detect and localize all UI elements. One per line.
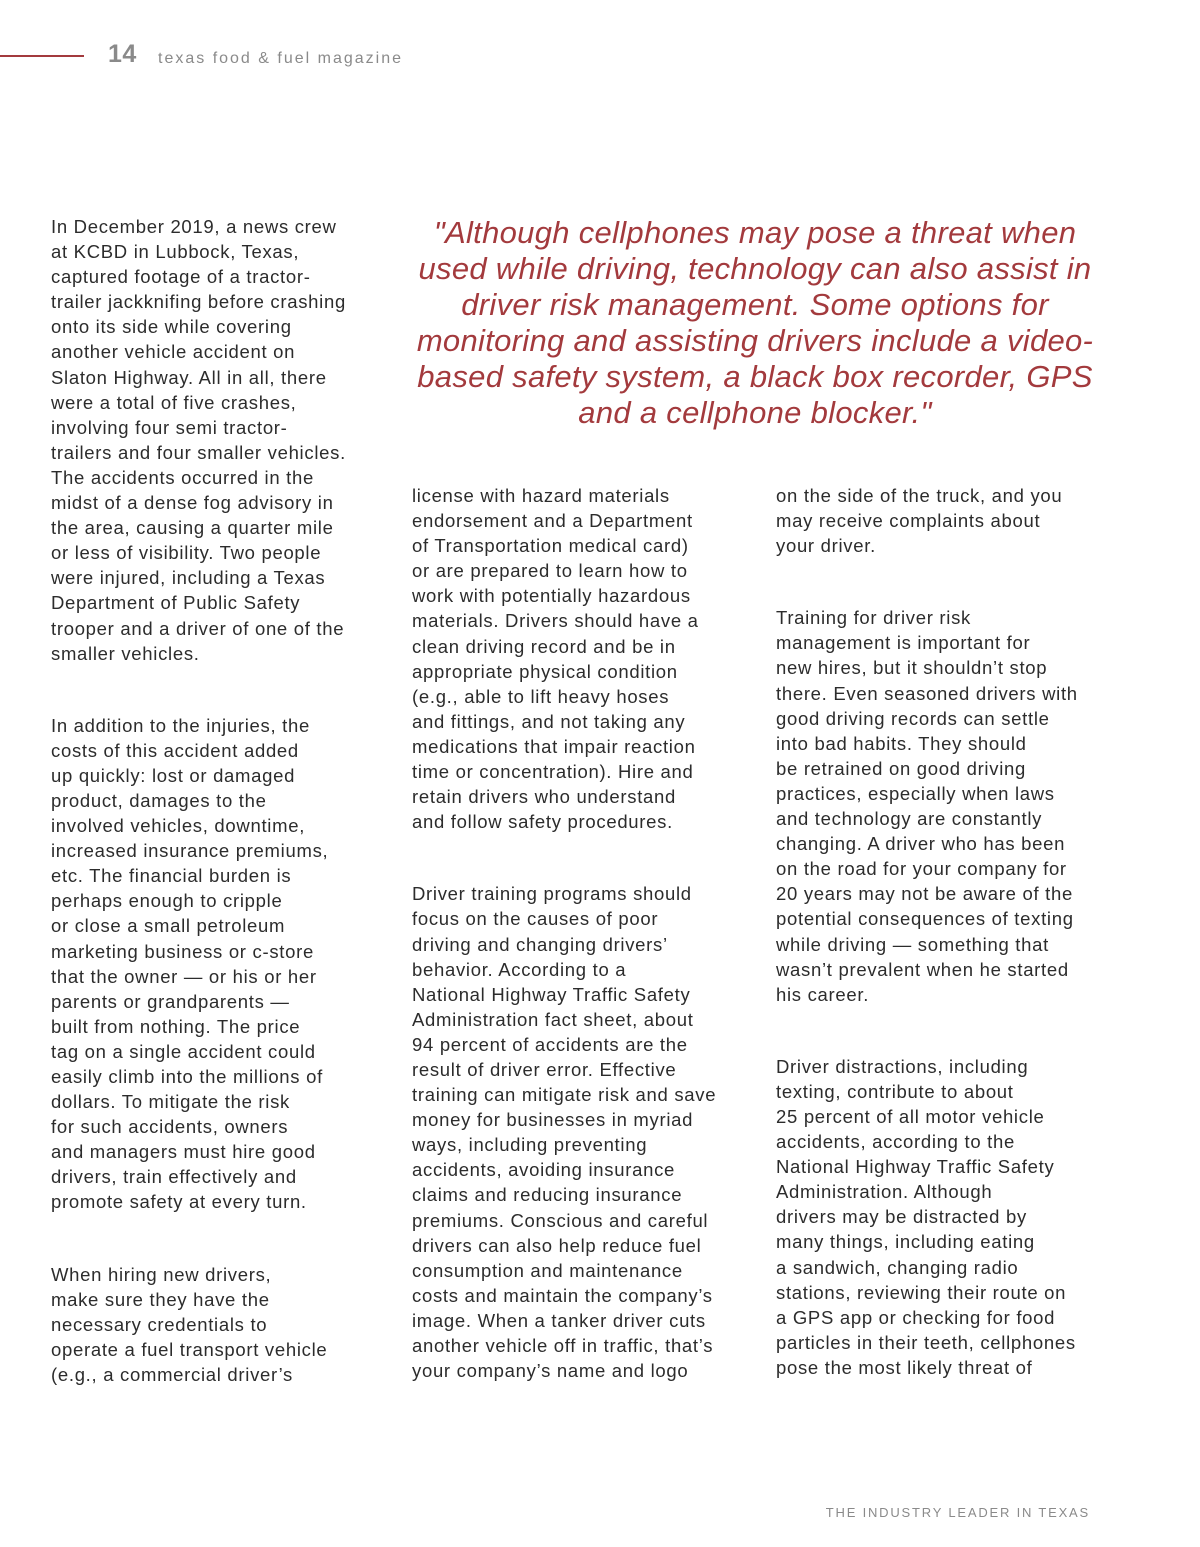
text-line: ways, including preventing xyxy=(412,1134,648,1156)
text-line: result of driver error. Effective xyxy=(412,1058,677,1080)
text-line: 25 percent of all motor vehicle xyxy=(776,1105,1045,1127)
paragraph xyxy=(776,483,1116,558)
paragraph xyxy=(776,605,1116,1007)
text-line: increased insurance premiums, xyxy=(51,840,329,862)
text-line: clean driving record and be in xyxy=(412,635,676,657)
text-line: premiums. Conscious and careful xyxy=(412,1209,709,1231)
text-line: The accidents occurred in the xyxy=(51,466,314,488)
text-line: In December 2019, a news crew xyxy=(51,216,337,237)
text-line: (e.g., able to lift heavy hoses xyxy=(412,685,670,707)
text-line: behavior. According to a xyxy=(412,958,627,980)
text-line: and managers must hire good xyxy=(51,1141,316,1163)
text-line: dollars. To mitigate the risk xyxy=(51,1091,290,1113)
text-line: medications that impair reaction xyxy=(412,735,696,757)
text-line: driving and changing drivers’ xyxy=(412,933,668,955)
text-line: and technology are constantly xyxy=(776,808,1043,830)
text-line: good driving records can settle xyxy=(776,707,1050,729)
text-line: may receive complaints about xyxy=(776,510,1041,532)
text-line: a sandwich, changing radio xyxy=(776,1256,1019,1278)
header-accent-rule xyxy=(0,55,84,57)
magazine-title: texas food & fuel magazine xyxy=(158,50,404,67)
text-line: trooper and a driver of one of the xyxy=(51,617,345,639)
text-line: focus on the causes of poor xyxy=(412,908,659,930)
text-line: National Highway Traffic Safety xyxy=(412,983,691,1005)
text-line: pose the most likely threat of xyxy=(776,1356,1033,1378)
text-line: at KCBD in Lubbock, Texas, xyxy=(51,241,300,263)
text-line: claims and reducing insurance xyxy=(412,1184,683,1206)
paragraph xyxy=(51,713,391,1215)
text-line: etc. The financial burden is xyxy=(51,865,292,887)
text-line: wasn’t prevalent when he started xyxy=(776,958,1069,980)
text-line: another vehicle accident on xyxy=(51,341,296,363)
text-line: easily climb into the millions of xyxy=(51,1066,323,1087)
text-line: product, damages to the xyxy=(51,789,267,811)
text-line: tag on a single accident could xyxy=(51,1040,316,1062)
text-line: while driving — something that xyxy=(776,933,1049,955)
text-line: changing. A driver who has been xyxy=(776,833,1066,855)
paragraph xyxy=(51,1262,391,1387)
text-line: (e.g., a commercial driver’s xyxy=(51,1363,294,1385)
text-line: captured footage of a tractor- xyxy=(51,266,311,288)
text-line: texting, contribute to about xyxy=(776,1080,1014,1102)
text-line: on the side of the truck, and you xyxy=(776,485,1063,506)
pull-quote: "Although cellphones may pose a threat when used while driving, technology can also assist in driver risk management. Some options for monitoring and assisting drivers include a video-based safety system, a black box recorder, GPS and a cellphone blocker." xyxy=(416,215,1094,430)
text-line: materials. Drivers should have a xyxy=(412,610,699,632)
paragraph xyxy=(776,1054,1116,1380)
text-line: 94 percent of accidents are the xyxy=(412,1033,688,1055)
text-line: costs of this accident added xyxy=(51,739,299,761)
text-line: or close a small petroleum xyxy=(51,915,286,937)
text-line: operate a fuel transport vehicle xyxy=(51,1338,328,1360)
text-line: involved vehicles, downtime, xyxy=(51,815,306,837)
text-line: stations, reviewing their route on xyxy=(776,1281,1067,1303)
text-line: many things, including eating xyxy=(776,1231,1035,1253)
text-line: practices, especially when laws xyxy=(776,782,1055,804)
article-column-3 xyxy=(776,483,1116,1427)
text-line: and follow safety procedures. xyxy=(412,811,673,833)
text-line: perhaps enough to cripple xyxy=(51,890,283,912)
page-number: 14 xyxy=(108,40,137,68)
text-line: management is important for xyxy=(776,632,1031,654)
text-line: costs and maintain the company’s xyxy=(412,1284,713,1306)
text-line: trailers and four smaller vehicles. xyxy=(51,441,346,463)
text-line: midst of a dense fog advisory in xyxy=(51,492,334,514)
text-line: involving four semi tractor- xyxy=(51,416,288,438)
text-line: Administration. Although xyxy=(776,1181,993,1203)
text-line: In addition to the injuries, the xyxy=(51,714,310,736)
text-line: new hires, but it shouldn’t stop xyxy=(776,657,1048,679)
footer-tagline: THE INDUSTRY LEADER IN TEXAS xyxy=(825,1505,1090,1520)
text-line: and fittings, and not taking any xyxy=(412,710,686,732)
text-line: Driver distractions, including xyxy=(776,1055,1029,1077)
text-line: onto its side while covering xyxy=(51,316,292,338)
text-line: your company’s name and logo xyxy=(412,1360,689,1382)
text-line: that the owner — or his or her xyxy=(51,965,317,987)
text-line: parents or grandparents — xyxy=(51,990,290,1012)
text-line: work with potentially hazardous xyxy=(412,585,691,607)
text-line: drivers may be distracted by xyxy=(776,1206,1027,1228)
text-line: make sure they have the xyxy=(51,1288,270,1310)
text-line: his career. xyxy=(776,983,870,1005)
text-line: on the road for your company for xyxy=(776,858,1067,880)
text-line: money for businesses in myriad xyxy=(412,1109,694,1131)
text-line: your driver. xyxy=(776,535,876,557)
text-line: particles in their teeth, cellphones xyxy=(776,1331,1076,1353)
text-line: necessary credentials to xyxy=(51,1313,268,1335)
text-line: built from nothing. The price xyxy=(51,1015,301,1037)
text-line: National Highway Traffic Safety xyxy=(776,1156,1055,1178)
text-line: accidents, according to the xyxy=(776,1131,1015,1153)
text-line: retain drivers who understand xyxy=(412,786,677,808)
text-line: the area, causing a quarter mile xyxy=(51,517,334,539)
text-line: 20 years may not be aware of the xyxy=(776,883,1073,905)
text-line: Administration fact sheet, about xyxy=(412,1008,694,1030)
text-line: consumption and maintenance xyxy=(412,1259,683,1281)
paragraph xyxy=(412,881,752,1383)
paragraph xyxy=(412,483,752,834)
text-line: training can mitigate risk and save xyxy=(412,1084,717,1106)
text-line: drivers can also help reduce fuel xyxy=(412,1234,702,1256)
text-line: promote safety at every turn. xyxy=(51,1191,307,1213)
text-line: were a total of five crashes, xyxy=(51,391,297,413)
text-line: trailer jackknifing before crashing xyxy=(51,291,346,313)
article-column-1 xyxy=(51,214,391,1434)
text-line: were injured, including a Texas xyxy=(51,567,326,589)
text-line: potential consequences of texting xyxy=(776,908,1074,930)
paragraph xyxy=(51,214,391,666)
text-line: drivers, train effectively and xyxy=(51,1166,297,1188)
text-line: or are prepared to learn how to xyxy=(412,560,688,582)
text-line: time or concentration). Hire and xyxy=(412,761,694,783)
text-line: another vehicle off in traffic, that’s xyxy=(412,1335,714,1356)
text-line: endorsement and a Department xyxy=(412,510,693,532)
text-line: appropriate physical condition xyxy=(412,660,678,682)
text-line: of Transportation medical card) xyxy=(412,535,689,557)
article-column-2 xyxy=(412,483,752,1430)
text-line: Driver training programs should xyxy=(412,883,692,905)
text-line: license with hazard materials xyxy=(412,485,670,506)
text-line: Slaton Highway. All in all, there xyxy=(51,366,327,388)
text-line: or less of visibility. Two people xyxy=(51,542,322,564)
text-line: smaller vehicles. xyxy=(51,642,200,664)
text-line: a GPS app or checking for food xyxy=(776,1306,1056,1328)
text-line: there. Even seasoned drivers with xyxy=(776,682,1078,704)
text-line: into bad habits. They should xyxy=(776,732,1027,754)
text-line: When hiring new drivers, xyxy=(51,1263,272,1285)
text-line: image. When a tanker driver cuts xyxy=(412,1309,706,1331)
text-line: marketing business or c-store xyxy=(51,940,314,962)
text-line: accidents, avoiding insurance xyxy=(412,1159,676,1181)
text-line: for such accidents, owners xyxy=(51,1116,289,1138)
text-line: Department of Public Safety xyxy=(51,592,301,614)
text-line: up quickly: lost or damaged xyxy=(51,764,296,786)
text-line: Training for driver risk xyxy=(776,607,971,629)
text-line: be retrained on good driving xyxy=(776,757,1026,779)
